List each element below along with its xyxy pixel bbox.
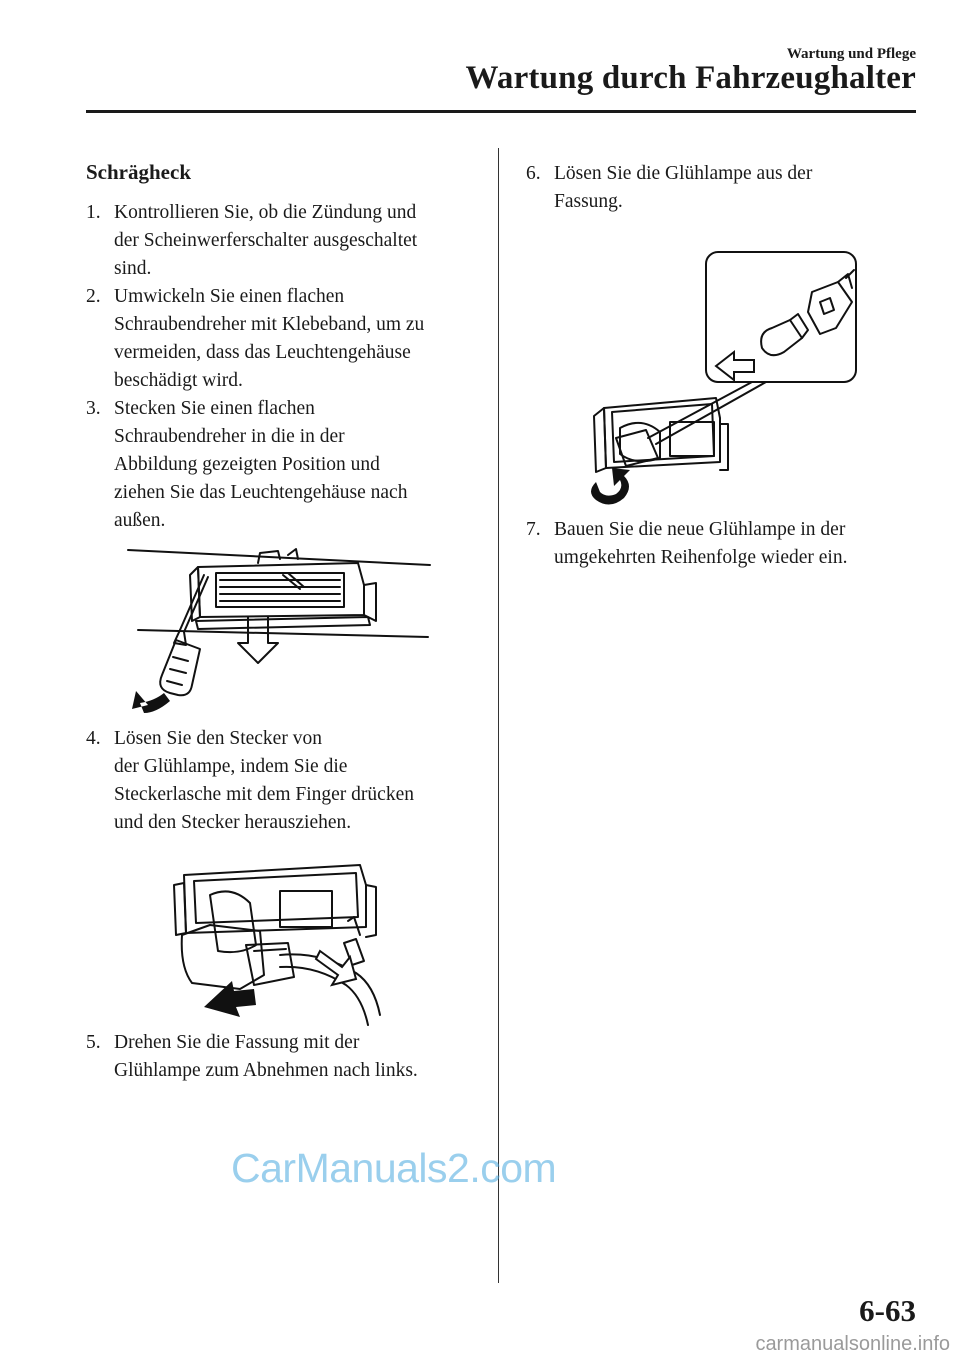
step-number: 5. — [86, 1032, 101, 1053]
step-text-line: und den Stecker herausziehen. — [114, 812, 352, 833]
step-text-line: Lösen Sie die Glühlampe aus der — [554, 163, 813, 184]
step-text-line: beschädigt wird. — [114, 370, 243, 391]
page-title: Wartung durch Fahrzeughalter — [465, 60, 916, 96]
step-text-line: Fassung. — [554, 191, 623, 212]
step-text-line: Schraubendreher in die in der — [114, 426, 345, 447]
step-text-line: Drehen Sie die Fassung mit der — [114, 1032, 360, 1053]
page-number: 6-63 — [859, 1293, 916, 1328]
bulb-removal-illustration — [576, 248, 862, 510]
step-text-line: Stecken Sie einen flachen — [114, 398, 315, 419]
step-text-line: vermeiden, dass das Leuchtengehäuse — [114, 342, 411, 363]
step-text-line: Lösen Sie den Stecker von — [114, 728, 322, 749]
step-text-line: der Scheinwerferschalter ausgeschaltet — [114, 230, 418, 251]
header-section-label: Wartung und Pflege — [786, 46, 916, 62]
step-text-line: Steckerlasche mit dem Finger drücken — [114, 784, 414, 805]
step-text-line: Bauen Sie die neue Glühlampe in der — [554, 519, 846, 540]
step-text-line: umgekehrten Reihenfolge wieder ein. — [554, 547, 848, 568]
step-number: 3. — [86, 398, 101, 419]
watermark-logo: CarManuals2.com — [231, 1145, 557, 1191]
column-divider — [498, 148, 499, 1283]
step-text-line: der Glühlampe, indem Sie die — [114, 756, 348, 777]
housing-removal-illustration — [118, 525, 438, 725]
step-number: 6. — [526, 163, 541, 184]
step-text-line: Abbildung gezeigten Position und — [114, 454, 380, 475]
step-text-line: außen. — [114, 510, 166, 531]
step-number: 1. — [86, 202, 101, 223]
step-text-line: Umwickeln Sie einen flachen — [114, 286, 345, 307]
section-heading: Schrägheck — [86, 160, 191, 184]
step-text-line: Schraubendreher mit Klebeband, um zu — [114, 314, 425, 335]
step-number: 2. — [86, 286, 101, 307]
connector-removal-illustration — [170, 855, 390, 1030]
step-number: 7. — [526, 519, 541, 540]
step-text-line: Kontrollieren Sie, ob die Zündung und — [114, 202, 417, 223]
step-number: 4. — [86, 728, 101, 749]
step-text-line: ziehen Sie das Leuchtengehäuse nach — [114, 482, 408, 503]
footer-website: carmanualsonline.info — [755, 1333, 950, 1355]
step-text-line: Glühlampe zum Abnehmen nach links. — [114, 1060, 418, 1081]
header-divider — [86, 110, 916, 113]
step-text-line: sind. — [114, 258, 152, 279]
